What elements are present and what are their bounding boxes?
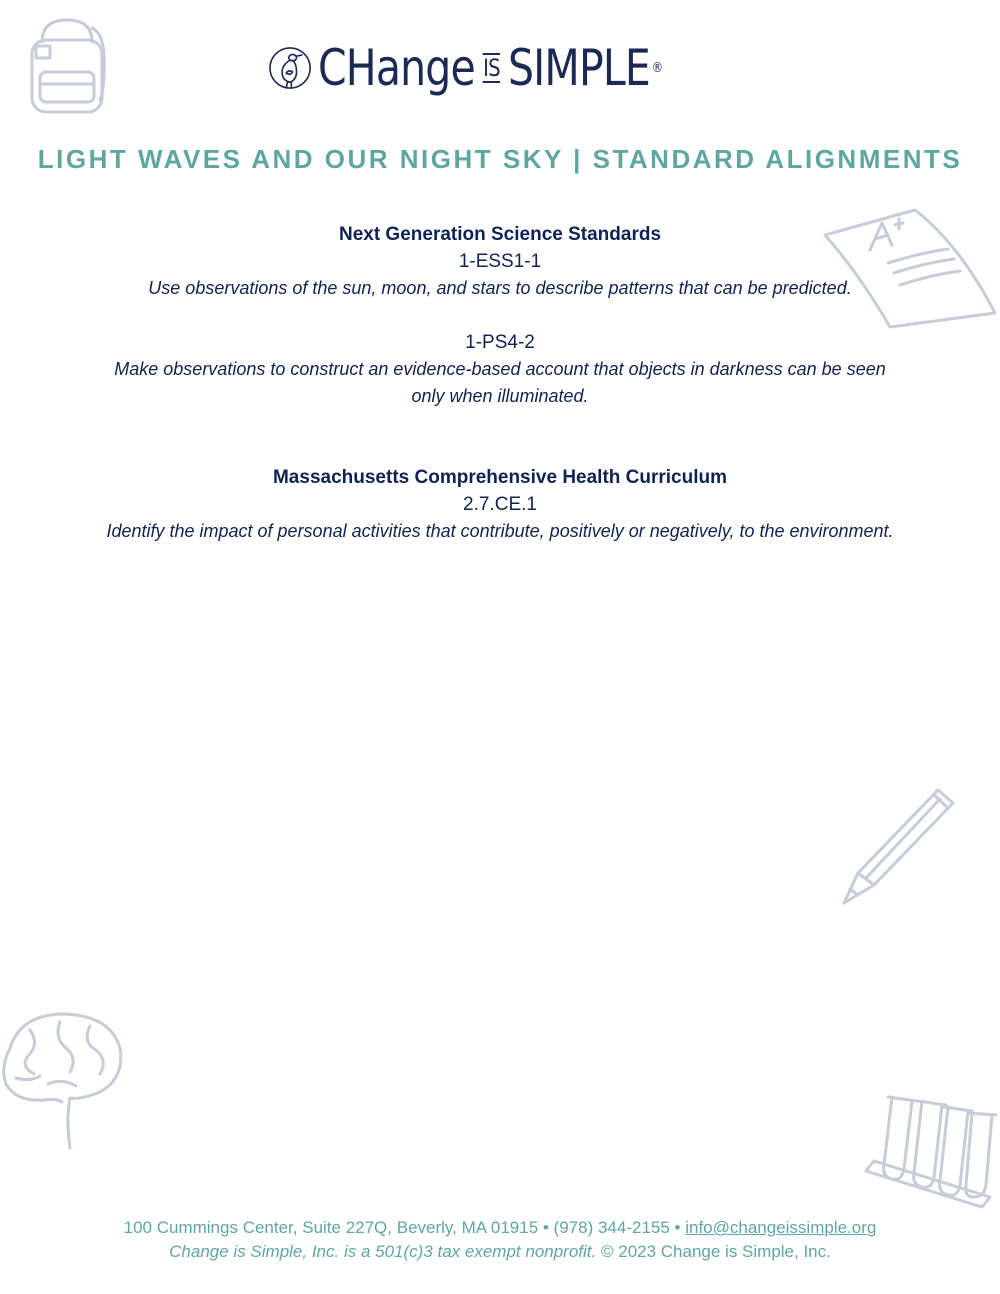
backpack-icon <box>22 12 112 117</box>
bird-logo-icon <box>268 34 312 102</box>
brand-name-part1: CHange <box>318 39 476 97</box>
brand-logo <box>268 28 738 108</box>
ngss-section <box>100 221 900 410</box>
brand-name-part2: SIMPLE <box>508 39 651 97</box>
standard-description: Identify the impact of personal activities that contribute, positively or negatively, to the environment. <box>106 521 894 541</box>
standard-description: Use observations of the sun, moon, and stars to describe patterns that can be predicted. <box>148 278 852 298</box>
mchc-heading: Massachusetts Comprehensive Health Curriculum <box>272 467 728 488</box>
standard-code: 2.7.CE.1 <box>463 494 537 515</box>
pencil-icon <box>838 785 958 910</box>
footer-copyright: © 2023 Change is Simple, Inc. <box>600 1242 831 1261</box>
brand-name-is: IS <box>483 54 500 82</box>
footer-address: 100 Cummings Center, Suite 227Q, Beverly, MA 01915 • (978) 344-2155 • <box>123 1218 681 1237</box>
standard-description: Make observations to construct an evidence-based account that objects in darkness can be seen only when illuminated. <box>114 359 886 406</box>
registered-mark: ® <box>651 60 663 76</box>
footer-legal <box>0 1242 1000 1262</box>
standard-code: 1-PS4-2 <box>465 332 535 353</box>
brain-icon <box>0 1008 130 1158</box>
footer-email-link[interactable]: info@changeissimple.org <box>685 1218 877 1237</box>
test-tubes-icon <box>862 1085 1000 1215</box>
footer-nonprofit: Change is Simple, Inc. is a 501(c)3 tax exempt nonprofit. <box>169 1242 597 1261</box>
footer-contact <box>0 1218 1000 1238</box>
brand-wordmark <box>318 39 662 97</box>
page-title: LIGHT WAVES AND OUR NIGHT SKY | STANDARD ALIGNMENTS <box>37 144 963 174</box>
ngss-heading: Next Generation Science Standards <box>338 224 662 245</box>
mchc-section <box>60 464 940 545</box>
standard-code: 1-ESS1-1 <box>458 251 542 272</box>
